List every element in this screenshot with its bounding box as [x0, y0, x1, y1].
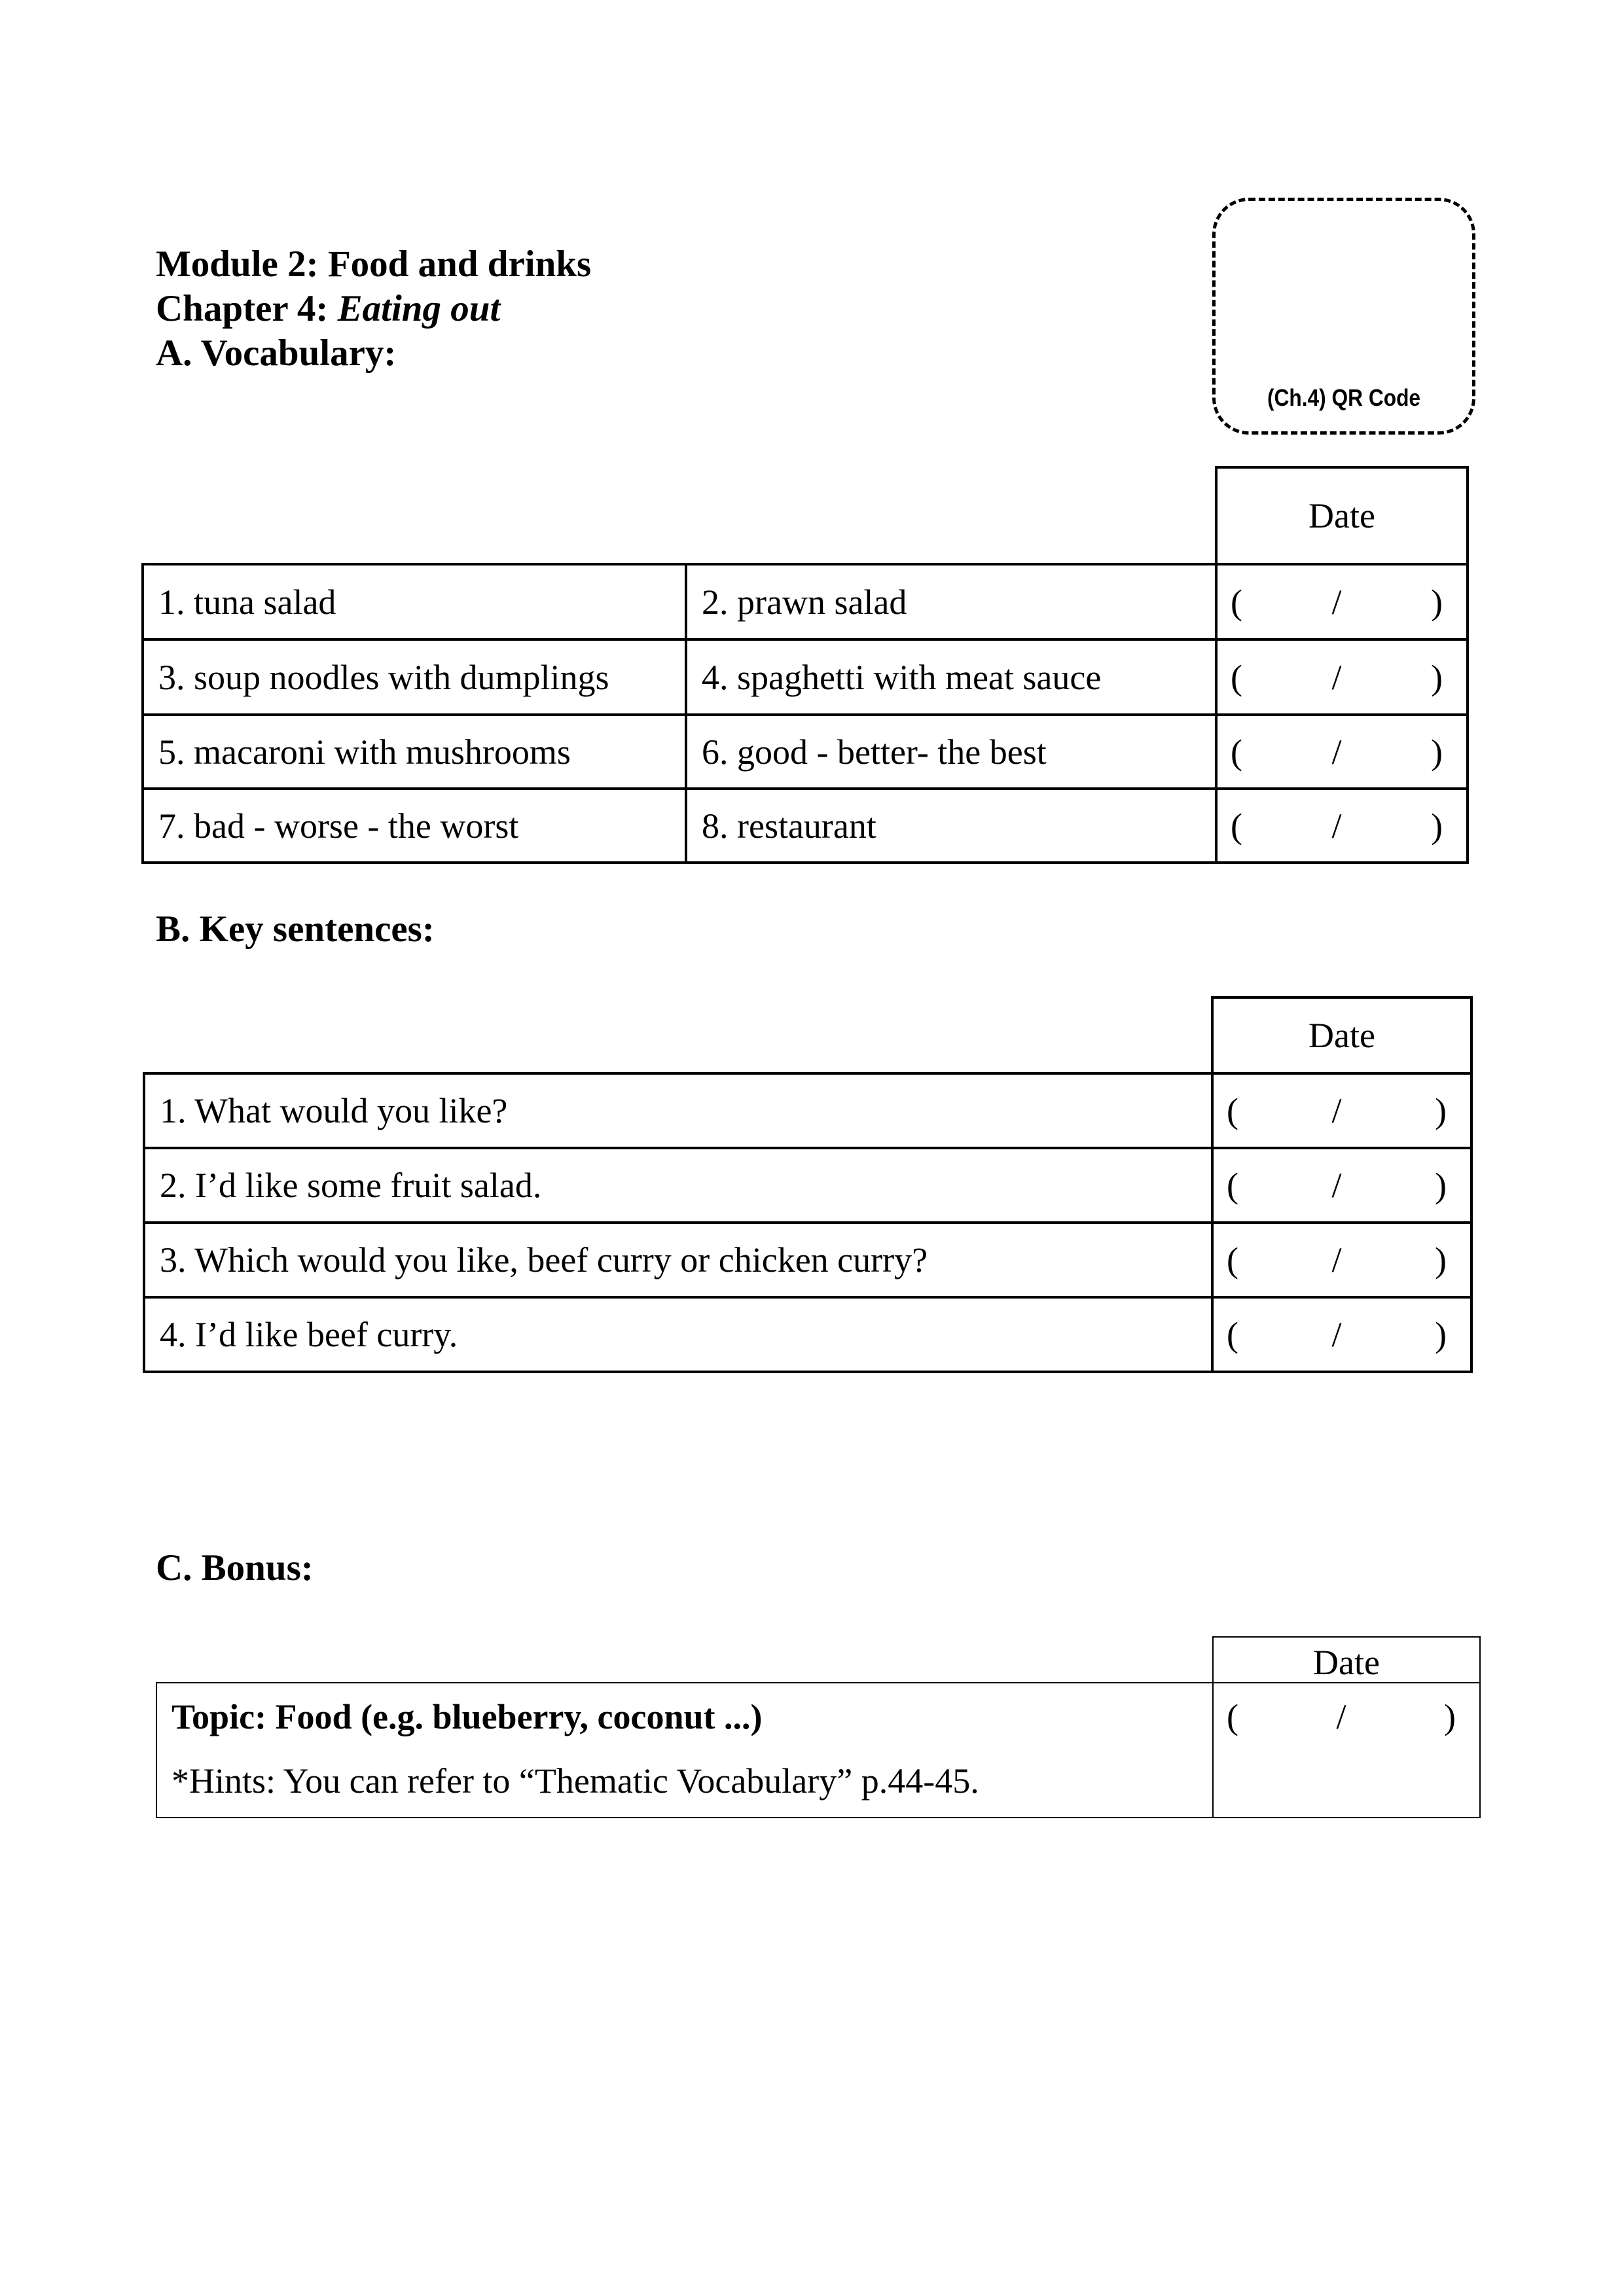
vocabulary-table — [141, 466, 1469, 864]
date-open: ( — [1227, 1166, 1238, 1205]
chapter-name: Eating out — [337, 288, 501, 329]
date-field[interactable] — [1216, 639, 1468, 715]
date-close: ) — [1431, 582, 1443, 622]
date-slash: / — [1336, 1697, 1346, 1736]
date-field[interactable] — [1212, 1148, 1471, 1223]
key-sentence: 4. I’d like beef curry. — [144, 1297, 1212, 1372]
date-open: ( — [1231, 657, 1242, 697]
bonus-table — [156, 1636, 1481, 1818]
date-open: ( — [1227, 1315, 1238, 1354]
date-close: ) — [1435, 1315, 1447, 1354]
chapter-prefix: Chapter 4: — [156, 288, 338, 329]
module-title: Module 2: Food and drinks — [156, 243, 592, 285]
date-open: ( — [1227, 1240, 1238, 1280]
vocab-item: 1. tuna salad — [143, 564, 686, 639]
key-sentence: 3. Which would you like, beef curry or chicken curry? — [144, 1223, 1212, 1297]
date-close: ) — [1431, 657, 1443, 697]
section-a-heading: A. Vocabulary: — [156, 332, 397, 374]
date-close: ) — [1431, 732, 1443, 772]
date-field[interactable] — [1212, 1223, 1471, 1297]
date-open: ( — [1227, 1697, 1238, 1736]
vocab-item: 8. restaurant — [686, 789, 1216, 863]
table-row — [143, 789, 1468, 863]
section-c-heading: C. Bonus: — [156, 1547, 314, 1588]
date-field[interactable] — [1212, 1297, 1471, 1372]
table-row — [143, 639, 1468, 715]
table-row — [144, 1148, 1471, 1223]
vocab-item: 2. prawn salad — [686, 564, 1216, 639]
date-close: ) — [1435, 1240, 1447, 1280]
table-row — [144, 1223, 1471, 1297]
section-b-heading: B. Key sentences: — [156, 908, 435, 950]
date-slash: / — [1331, 806, 1342, 846]
date-field[interactable] — [1216, 564, 1468, 639]
key-sentence: 1. What would you like? — [144, 1073, 1212, 1148]
vocab-item: 6. good - better- the best — [686, 715, 1216, 789]
date-slash: / — [1331, 657, 1342, 697]
table-row — [143, 564, 1468, 639]
date-close: ) — [1444, 1697, 1456, 1736]
bonus-hint: *Hints: You can refer to “Thematic Vocabulary” p.44-45. — [171, 1761, 979, 1801]
date-slash: / — [1331, 1240, 1342, 1280]
date-header: Date — [1213, 1637, 1480, 1683]
date-field[interactable] — [1212, 1073, 1471, 1148]
table-row — [143, 715, 1468, 789]
vocab-item: 5. macaroni with mushrooms — [143, 715, 686, 789]
empty-cell — [156, 1637, 1213, 1683]
date-open: ( — [1231, 732, 1242, 772]
key-sentence: 2. I’d like some fruit salad. — [144, 1148, 1212, 1223]
bonus-cell[interactable] — [156, 1683, 1213, 1818]
date-close: ) — [1431, 806, 1443, 846]
date-open: ( — [1227, 1091, 1238, 1130]
date-header: Date — [1216, 467, 1468, 564]
empty-cell — [144, 997, 1212, 1073]
vocab-item: 7. bad - worse - the worst — [143, 789, 686, 863]
table-row — [144, 1073, 1471, 1148]
chapter-title — [156, 287, 500, 331]
date-open: ( — [1231, 582, 1242, 622]
date-field[interactable] — [1216, 715, 1468, 789]
table-row — [144, 1297, 1471, 1372]
date-field[interactable] — [1213, 1683, 1480, 1818]
vocab-item: 4. spaghetti with meat sauce — [686, 639, 1216, 715]
empty-cell — [143, 467, 686, 564]
date-open: ( — [1231, 806, 1242, 846]
qr-code-placeholder — [1212, 198, 1475, 435]
date-slash: / — [1331, 1315, 1342, 1354]
table-row — [156, 1683, 1480, 1818]
date-slash: / — [1331, 582, 1342, 622]
qr-code-label: (Ch.4) QR Code — [1267, 384, 1421, 411]
empty-cell — [686, 467, 1216, 564]
date-slash: / — [1331, 1091, 1342, 1130]
date-header: Date — [1212, 997, 1471, 1073]
date-slash: / — [1331, 1166, 1342, 1205]
date-field[interactable] — [1216, 789, 1468, 863]
date-close: ) — [1435, 1166, 1447, 1205]
date-slash: / — [1331, 732, 1342, 772]
bonus-topic: Topic: Food (e.g. blueberry, coconut ...) — [171, 1697, 763, 1736]
date-close: ) — [1435, 1091, 1447, 1130]
key-sentences-table — [143, 996, 1473, 1373]
vocab-item: 3. soup noodles with dumplings — [143, 639, 686, 715]
